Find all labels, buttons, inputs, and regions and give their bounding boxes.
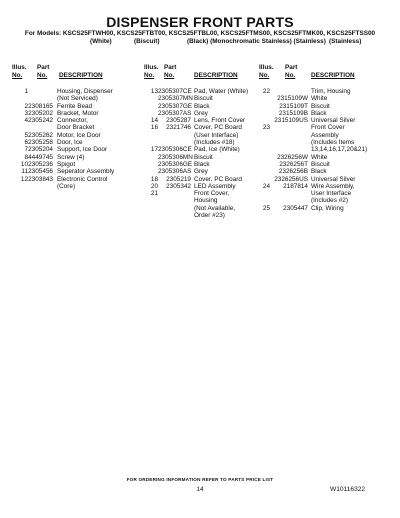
illus-number: 13 [150, 88, 158, 95]
illus-number: 1 [24, 88, 28, 95]
part-description: Door, Ice [57, 139, 83, 147]
part-description: Biscuit [311, 160, 330, 168]
header-illus: Illus. [259, 64, 274, 71]
part-description: Grey [194, 109, 208, 117]
part-row [144, 154, 264, 161]
part-description: White [311, 95, 328, 103]
part-row [144, 132, 264, 139]
part-row [12, 103, 137, 110]
illus-number: 21 [150, 190, 158, 198]
part-number: 2305342 [166, 182, 191, 190]
illus-number: 18 [150, 175, 158, 183]
part-description: LED Assembly [194, 182, 236, 190]
part-row [259, 190, 394, 197]
illus-number: 16 [150, 124, 158, 132]
part-description: (User Interface) [194, 131, 239, 139]
part-number: 2326256B [278, 168, 308, 176]
part-description: (Not Serviced) [57, 95, 98, 103]
part-number: 2326256T [279, 160, 308, 168]
page-number: 14 [196, 486, 204, 493]
part-number: 2305456 [28, 168, 53, 176]
part-row [12, 88, 137, 95]
part-number: 2315109W [277, 95, 308, 103]
part-row [144, 88, 264, 95]
page-title: DISPENSER FRONT PARTS [106, 14, 294, 30]
part-row [144, 168, 264, 175]
illus-number: 5 [24, 131, 28, 139]
color-biscuit: (Biscuit) [134, 38, 160, 45]
part-row [144, 95, 264, 102]
illus-number: 23 [262, 124, 270, 132]
illus-number: 6 [24, 139, 28, 147]
part-description: Black [194, 160, 210, 168]
header-part-no: No. [164, 71, 175, 79]
part-description: (Not Available, [194, 204, 236, 212]
color-white: (White) [90, 38, 112, 45]
document-number: W10116322 [330, 486, 366, 493]
part-row [12, 139, 137, 146]
part-number: 4449745 [28, 153, 53, 161]
part-row [12, 117, 137, 124]
part-row [259, 139, 394, 146]
header-description: DESCRIPTION [194, 71, 238, 79]
part-row [144, 124, 264, 131]
part-description: 13,14,16,17,20&21) [311, 146, 368, 154]
part-number: 2326256W [277, 153, 308, 161]
header-illus: Illus. [144, 64, 159, 71]
part-description: Ferrite Bead [57, 102, 93, 110]
illus-number: 11 [21, 168, 28, 176]
part-number: 2321746 [166, 124, 191, 132]
part-row [144, 197, 264, 204]
part-description: (Includes #2) [311, 197, 348, 205]
illus-number: 14 [150, 117, 158, 125]
part-description: Grey [194, 168, 208, 176]
part-number: 2305306MN [158, 153, 193, 161]
part-row [12, 124, 137, 131]
part-number: 2315109US [274, 117, 308, 125]
part-number: 2305236 [28, 160, 53, 168]
illus-number: 2 [24, 102, 28, 110]
part-number: 2305307AS [158, 109, 192, 117]
part-row [144, 205, 264, 212]
part-row [144, 183, 264, 190]
illus-number: 10 [20, 160, 28, 168]
header-part-no: No. [37, 71, 48, 79]
parts-column-3 [259, 64, 394, 212]
part-row [12, 183, 137, 190]
part-description: (Core) [57, 182, 76, 190]
part-row [12, 132, 137, 139]
part-description: Biscuit [194, 95, 213, 103]
illus-number: 25 [262, 204, 270, 212]
header-illus-no: No. [12, 71, 23, 79]
color-stainless: (Stainless) [329, 38, 362, 45]
models-line: For Models: KSCS25FTWH00, KSCS25FTBT00, KSCS25FTBL00, KSCS25FTMS00, KSCS25FTMK00, KSCS25FTSS00 [24, 30, 376, 37]
part-row [259, 154, 394, 161]
header-description: DESCRIPTION [311, 71, 355, 79]
illus-number: 4 [24, 117, 28, 125]
part-row [259, 88, 394, 95]
part-description: Biscuit [194, 153, 213, 161]
part-row [259, 168, 394, 175]
part-row [144, 190, 264, 197]
part-row [259, 183, 394, 190]
part-description: Door Bracket [57, 124, 95, 132]
part-number: 2305219 [166, 175, 191, 183]
illus-number: 24 [262, 182, 270, 190]
part-row [259, 95, 394, 102]
part-row [259, 176, 394, 183]
part-description: Front Cover, [194, 190, 230, 198]
part-description: Front Cover [311, 124, 345, 132]
part-description: (Includes #18) [194, 139, 235, 147]
header-part: Part [164, 64, 177, 71]
part-row [259, 110, 394, 117]
parts-list [259, 88, 394, 212]
parts-list [144, 88, 264, 219]
part-row [144, 110, 264, 117]
part-row [12, 95, 137, 102]
part-row [259, 161, 394, 168]
part-number: 2305307MN [158, 95, 193, 103]
part-row [259, 146, 394, 153]
part-number: 2187814 [283, 182, 308, 190]
part-row [12, 154, 137, 161]
header-illus-no: No. [144, 71, 155, 79]
part-description: Screw (4) [57, 153, 85, 161]
parts-list [12, 88, 137, 190]
part-number: 2305306AS [158, 168, 192, 176]
part-number: 2305287 [166, 117, 191, 125]
part-description: Trim, Housing [311, 88, 351, 95]
part-description: User Interface [311, 190, 352, 198]
part-row [144, 146, 264, 153]
header-description: DESCRIPTION [59, 71, 103, 79]
illus-number: 20 [150, 182, 158, 190]
part-number: 2305306CE [158, 146, 192, 154]
part-row [259, 197, 394, 204]
part-description: Lens, Front Cover [194, 117, 246, 125]
part-description: Assembly [311, 131, 339, 139]
part-row [12, 168, 137, 175]
header-illus-no: No. [259, 71, 270, 79]
illus-number: 3 [24, 109, 28, 117]
part-row [144, 139, 264, 146]
part-number: 2326256US [274, 175, 308, 183]
part-description: Electronic Control [57, 175, 108, 183]
part-description: Cover, PC Board [194, 175, 242, 183]
parts-column-2 [144, 64, 264, 219]
part-row [259, 205, 394, 212]
part-description: Clip, Wiring [311, 204, 344, 212]
header-part: Part [37, 64, 50, 71]
header-illus: Illus. [12, 64, 27, 71]
part-row [12, 176, 137, 183]
part-row [144, 103, 264, 110]
column-header [259, 64, 394, 80]
part-description: White [311, 153, 328, 161]
part-row [259, 117, 394, 124]
column-header [12, 64, 137, 80]
part-description: Seperator Assembly [57, 168, 115, 176]
part-row [259, 103, 394, 110]
part-description: (Includes Items [311, 139, 355, 147]
part-description: Cover, PC Board [194, 124, 242, 132]
part-description: Black [194, 102, 210, 110]
column-header [144, 64, 264, 80]
part-number: 2308165 [28, 102, 53, 110]
part-description: Biscuit [311, 102, 330, 110]
part-number: 2315109T [279, 102, 308, 110]
part-number: 2303843 [28, 175, 53, 183]
part-description: Spigot [57, 160, 76, 168]
part-description: Housing, Dispenser [57, 88, 113, 95]
part-description: Black [311, 109, 327, 117]
illus-number: 17 [150, 146, 158, 154]
part-description: Connector, [57, 117, 88, 125]
part-number: 2305447 [283, 204, 308, 212]
part-description: Bracket, Motor [57, 109, 99, 117]
part-description: Housing [194, 197, 218, 205]
part-row [259, 132, 394, 139]
part-description: Motor, Ice Door [57, 131, 101, 139]
part-description: Universal Silver [311, 117, 356, 125]
part-description: Order #23) [194, 212, 225, 220]
part-description: Pad, Ice (White) [194, 146, 240, 154]
ordering-info-footer: FOR ORDERING INFORMATION REFER TO PARTS PRICE LIST [126, 477, 274, 482]
header-part: Part [285, 64, 298, 71]
illus-number: 22 [262, 88, 270, 95]
part-number: 2305262 [28, 131, 53, 139]
part-number: 2305307GE [158, 102, 193, 110]
illus-number: 12 [20, 175, 28, 183]
part-row [144, 161, 264, 168]
part-description: Pad, Water (White) [194, 88, 249, 95]
part-description: Support, Ice Door [57, 146, 108, 154]
part-number: 2305258 [28, 139, 53, 147]
header-part-no: No. [285, 71, 296, 79]
illus-number: 8 [24, 153, 28, 161]
part-row [144, 117, 264, 124]
color-black-mono-stainless: (Black) (Monochromatic Stainless) (Stainless) [187, 38, 326, 45]
part-row [144, 176, 264, 183]
parts-column-1 [12, 64, 137, 190]
part-row [259, 124, 394, 131]
part-row [12, 161, 137, 168]
part-row [144, 212, 264, 219]
part-number: 2305307CE [158, 88, 192, 95]
part-number: 2305306GE [158, 160, 193, 168]
part-description: Wire Assembly, [311, 182, 355, 190]
part-number: 2305242 [28, 117, 53, 125]
part-row [12, 110, 137, 117]
part-number: 2315109B [278, 109, 308, 117]
part-description: Universal Silver [311, 175, 356, 183]
part-number: 2305204 [28, 146, 53, 154]
part-number: 2305202 [28, 109, 53, 117]
part-row [12, 146, 137, 153]
part-description: Black [311, 168, 327, 176]
illus-number: 7 [24, 146, 28, 154]
